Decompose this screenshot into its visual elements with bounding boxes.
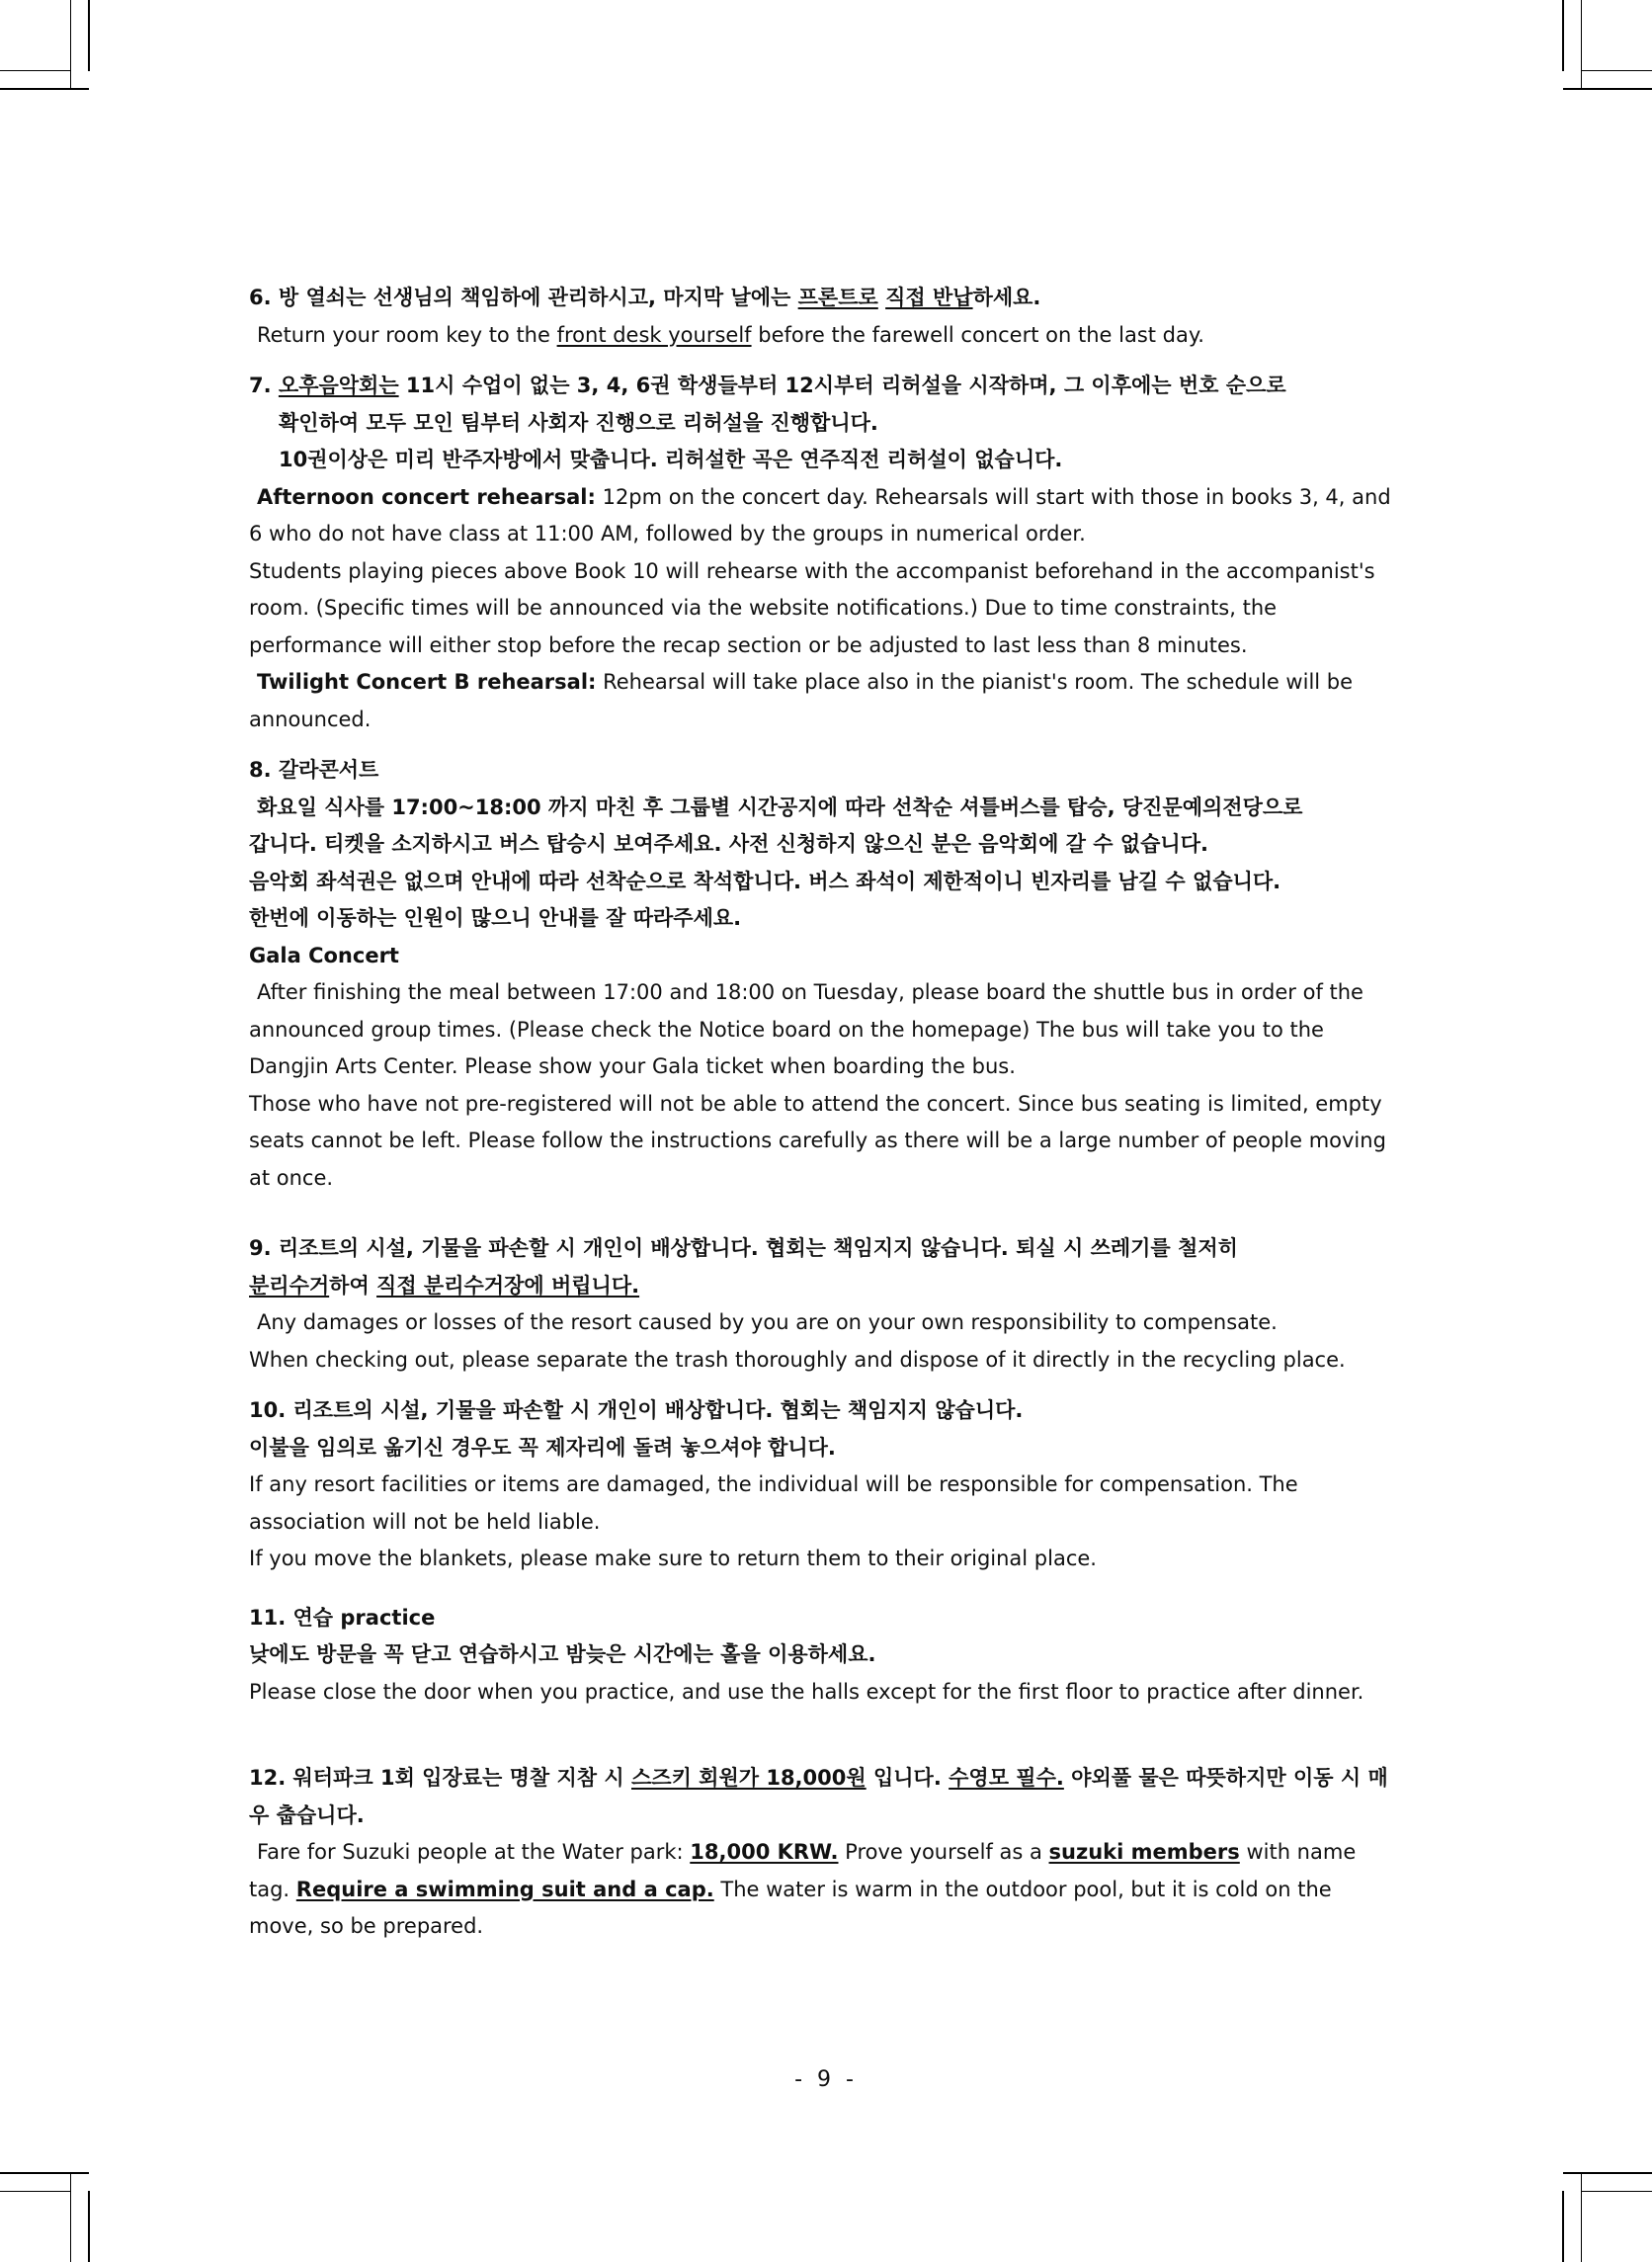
underlined-text: 직접 반납 (885, 286, 973, 309)
section-7-korean-line-3: 10권이상은 미리 반주자방에서 맞춥니다. 리허설한 곡은 연주직전 리허설이 없습니다. (279, 448, 1063, 471)
section-6-korean (249, 280, 1400, 317)
section-7-korean-line-1 (249, 368, 1400, 405)
underlined-text: 직접 분리수거장에 버립니다. (376, 1273, 640, 1298)
text: The water is warm in the outdoor pool, but it is cold on the move, so be prepared. (249, 1877, 1332, 1938)
section-8-korean-line-4: 한번에 이동하는 인원이 많으니 안내를 잘 따라주세요. (249, 906, 742, 930)
section-9-korean-line-2 (249, 1268, 1400, 1305)
section-12 (249, 1760, 1400, 1946)
underlined-text: 프론트로 (797, 286, 878, 309)
section-10-english-2: If you move the blankets, please make sure to return them to their original place. (249, 1547, 1097, 1570)
text: 11시 수업이 없는 3, 4, 6권 학생들부터 12시부터 리허설을 시작하며, 그 이후에는 번호 순으로 (398, 374, 1286, 397)
section-8 (249, 752, 1400, 1197)
text: Fare for Suzuki people at the Water park: (257, 1840, 691, 1864)
section-11-english: Please close the door when you practice, and use the halls except for the first floor to practice after dinner. (249, 1679, 1364, 1704)
section-11-heading: 11. 연습 practice (249, 1605, 436, 1630)
section-7 (249, 368, 1400, 738)
text: with name tag. (249, 1840, 1357, 1901)
section-8-english-1: After finishing the meal between 17:00 and 18:00 on Tuesday, please board the shuttle bus in order of the announced group times. (Please check the Notice board on the homepage) The bus will take you to the Dangjin Arts Center. Please show your Gala ticket when boarding the bus. (249, 980, 1363, 1078)
section-7-english-2: Students playing pieces above Book 10 will rehearse with the accompanist beforehand in the accompanist's room. (Specific times will be announced via the website notifications.) Due to time constraints, the performance will either stop before the recap section or be adjusted to last less than 8 minutes. (249, 558, 1375, 657)
underlined-bold-text: suzuki members (1048, 1840, 1240, 1864)
page-number: - 9 - (794, 2067, 858, 2092)
section-7-english-3 (249, 664, 1400, 738)
text: 야외풀 물은 따뜻하지만 이동 시 매우 춥습니다. (249, 1766, 1388, 1827)
text (878, 286, 885, 309)
section-9 (249, 1230, 1400, 1379)
text: 12. 워터파크 1회 입장료는 명찰 지참 시 (249, 1766, 631, 1790)
section-11-korean: 낮에도 방문을 꼭 닫고 연습하시고 밤늦은 시간에는 홀을 이용하세요. (249, 1642, 876, 1666)
section-8-heading: 8. 갈라콘서트 (249, 758, 379, 782)
section-6 (249, 280, 1400, 354)
text: Prove yourself as a (838, 1840, 1049, 1864)
underlined-bold-text: 18,000 KRW. (690, 1840, 839, 1864)
bold-label: Afternoon concert rehearsal: (257, 484, 596, 509)
section-6-english (249, 317, 1400, 355)
section-9-english-1: Any damages or losses of the resort caused by you are on your own responsibility to compensate. (257, 1310, 1278, 1334)
section-9-korean-line-1: 9. 리조트의 시설, 기물을 파손할 시 개인이 배상합니다. 협회는 책임지지 않습니다. 퇴실 시 쓰레기를 철저히 (249, 1236, 1238, 1260)
underlined-text: 분리수거 (249, 1273, 330, 1298)
underlined-text: 스즈키 회원가 18,000원 (631, 1766, 867, 1790)
section-10-english-1: If any resort facilities or items are damaged, the individual will be responsible for compensation. The association will not be held liable. (249, 1472, 1298, 1534)
text: 7. (249, 374, 279, 397)
section-7-english-1 (249, 479, 1400, 553)
section-11 (249, 1600, 1400, 1712)
section-8-korean-line-2: 갑니다. 티켓을 소지하시고 버스 탑승시 보여주세요. 사전 신청하지 않으신 분은 음악회에 갈 수 없습니다. (249, 832, 1208, 856)
section-12-korean (249, 1760, 1400, 1834)
underlined-text: 오후음악회는 (278, 374, 399, 397)
text: 입니다. (866, 1766, 950, 1790)
text: Return your room key to the (257, 322, 557, 347)
section-8-english-heading: Gala Concert (249, 943, 399, 967)
page-content (249, 280, 1400, 1946)
section-10-korean-line-2: 이불을 임의로 옮기신 경우도 꼭 제자리에 돌려 놓으셔야 합니다. (249, 1435, 836, 1460)
underlined-bold-text: Require a swimming suit and a cap. (295, 1877, 714, 1901)
underlined-text: 수영모 필수. (949, 1766, 1064, 1790)
section-12-english (249, 1834, 1400, 1946)
text: 하여 (329, 1273, 377, 1298)
section-10-korean-line-1: 10. 리조트의 시설, 기물을 파손할 시 개인이 배상합니다. 협회는 책임지지 않습니다. (249, 1398, 1024, 1422)
section-8-korean-line-3: 음악회 좌석권은 없으며 안내에 따라 선착순으로 착석합니다. 버스 좌석이 제한적이니 빈자리를 남길 수 없습니다. (249, 869, 1281, 893)
section-8-english-2: Those who have not pre-registered will not be able to attend the concert. Since bus seating is limited, empty seats cannot be left. Please follow the instructions carefully as there will be a large number of people moving at once. (249, 1091, 1386, 1190)
text: 하세요. (972, 286, 1041, 309)
text: 6. 방 열쇠는 선생님의 책임하에 관리하시고, 마지막 날에는 (249, 286, 798, 309)
section-9-english-2: When checking out, please separate the trash thoroughly and dispose of it directly in the recycling place. (249, 1347, 1346, 1372)
section-7-korean-line-2: 확인하여 모두 모인 팀부터 사회자 진행으로 리허설을 진행합니다. (279, 410, 878, 435)
section-8-korean-line-1: 화요일 식사를 17:00~18:00 까지 마친 후 그룹별 시간공지에 따라 선착순 셔틀버스를 탑승, 당진문예의전당으로 (257, 795, 1303, 819)
section-10 (249, 1392, 1400, 1578)
bold-label: Twilight Concert B rehearsal: (257, 670, 597, 694)
text: before the farewell concert on the last day. (751, 322, 1204, 347)
text: 12pm on the concert day. Rehearsals will start with those in books 3, 4, and 6 who do not have class at 11:00 AM, followed by the groups in numerical order. (249, 484, 1391, 545)
underlined-text: front desk yourself (556, 322, 752, 347)
text: Rehearsal will take place also in the pianist's room. The schedule will be announced. (249, 670, 1354, 731)
